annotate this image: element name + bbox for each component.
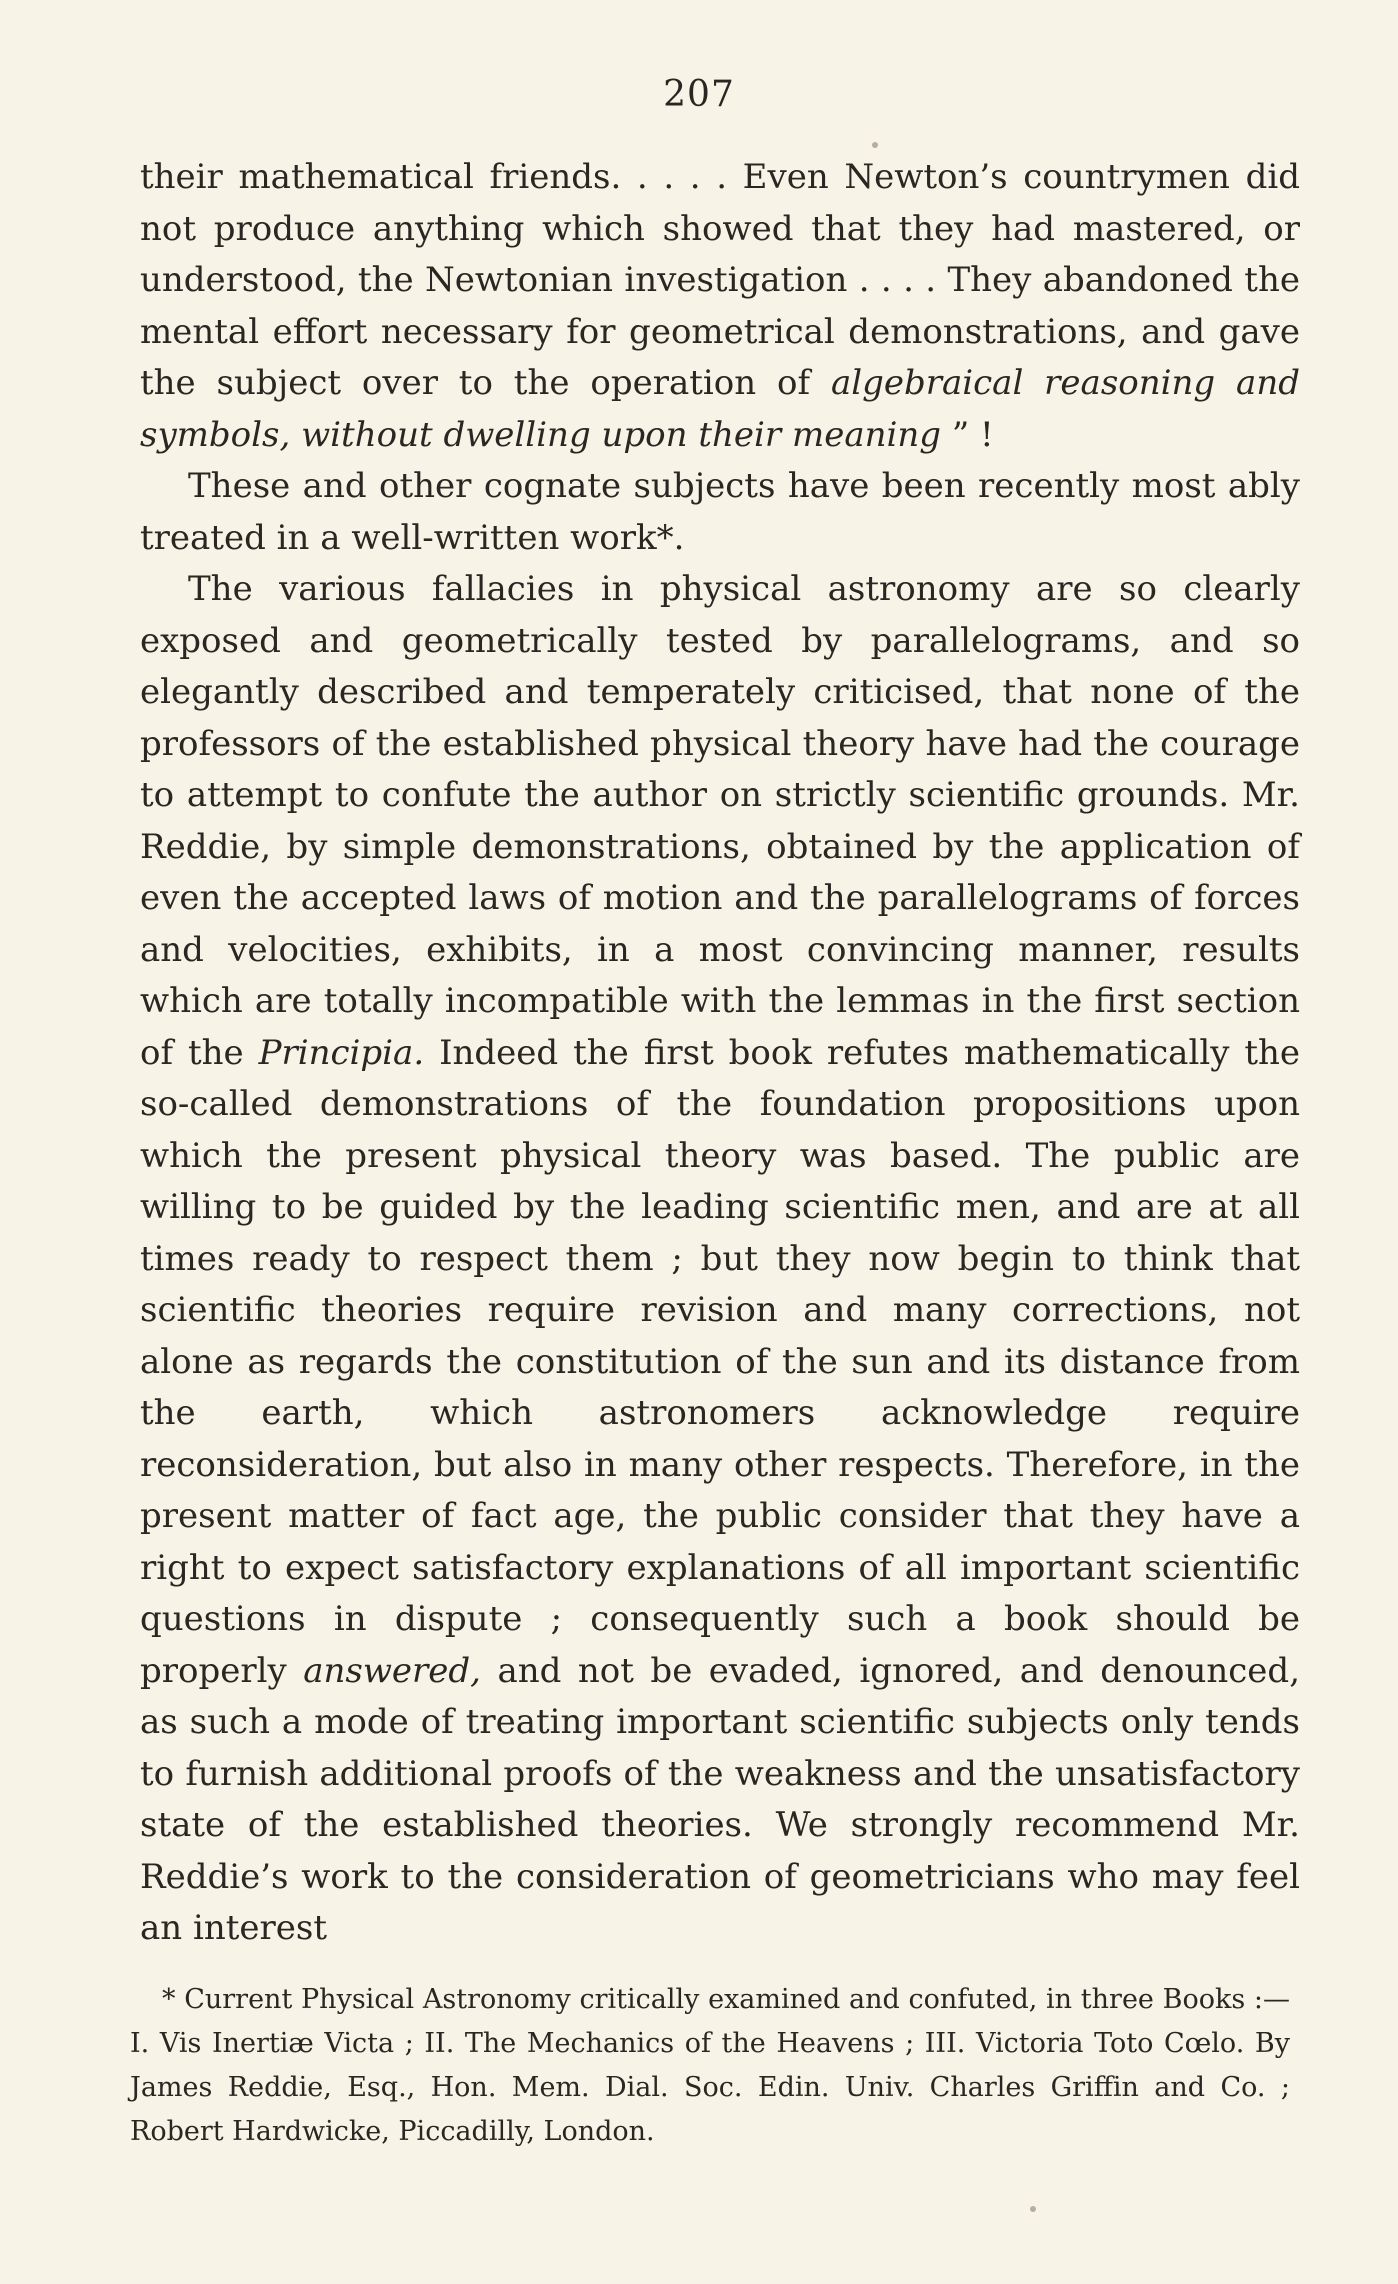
- paragraph: [140, 152, 1300, 461]
- body-text: [140, 152, 1300, 1955]
- paragraph-text: Indeed the first book refutes mathematically the so-called demonstrations of the foundation propositions upon which the present physical theory was based. The public are willing to be guided by the leading scientific men, and are at all times ready to respect them ; but they now begin to think that scientific theories require revision and many corrections, not alone as regards the constitution of the sun and its distance from the earth, which astronomers acknowledge require reconsideration, but also in many other respects. Therefore, in the present matter of fact age, the public consider that they have a right to expect satisfactory explanations of all important scientific questions in dispute ; consequently such a book should be properly: [140, 1032, 1301, 1691]
- paragraph: [140, 564, 1300, 1955]
- paragraph-text: and not be evaded, ignored, and denounced, as such a mode of treating important scientific subjects only tends to furnish additional proofs of the weakness and the unsatisfactory state of the established theories. We strongly recommend Mr. Reddie’s work to the consideration of geometricians who may feel an interest: [140, 1650, 1300, 1948]
- paper-speck: [1030, 2206, 1036, 2212]
- paragraph-text: their mathematical friends. . . . . Even Newton’s countrymen did not produce anything which showed that they had mastered, or understood, the Newtonian investigation . . . . They abandoned the mental effort necessary for geometrical demonstrations, and gave the subject over to the operation of: [140, 157, 1300, 403]
- italic-phrase: algebraical reasoning and symbols, without dwelling upon their meaning: [140, 363, 1300, 455]
- page-number: 207: [663, 74, 735, 115]
- paragraph-text: ” !: [941, 414, 994, 455]
- italic-phrase: Principia.: [258, 1032, 425, 1073]
- italic-phrase: answered,: [303, 1650, 481, 1691]
- paragraph-text: These and other cognate subjects have been recently most ably treated in a well-written work*.: [140, 466, 1300, 558]
- paper-speck: [872, 142, 878, 148]
- footnote: * Current Physical Astronomy critically examined and confuted, in three Books :—I. Vis Inertiæ Victa ; II. The Mechanics of the Heavens ; III. Victoria Toto Cœlo. By James Reddie, Esq., Hon. Mem. Dial. Soc. Edin. Univ. Charles Griffin and Co. ; Robert Hardwicke, Piccadilly, London.: [130, 1984, 1290, 2147]
- paragraph: [140, 461, 1300, 564]
- paragraph-text: The various fallacies in physical astronomy are so clearly exposed and geometrically tested by parallelograms, and so elegantly described and temperately criticised, that none of the professors of the established physical theory have had the courage to attempt to confute the author on strictly scientific grounds. Mr. Reddie, by simple demonstrations, obtained by the application of even the accepted laws of motion and the parallelograms of forces and velocities, exhibits, in a most convincing manner, results which are totally incompatible with the lemmas in the first section of the: [140, 569, 1300, 1073]
